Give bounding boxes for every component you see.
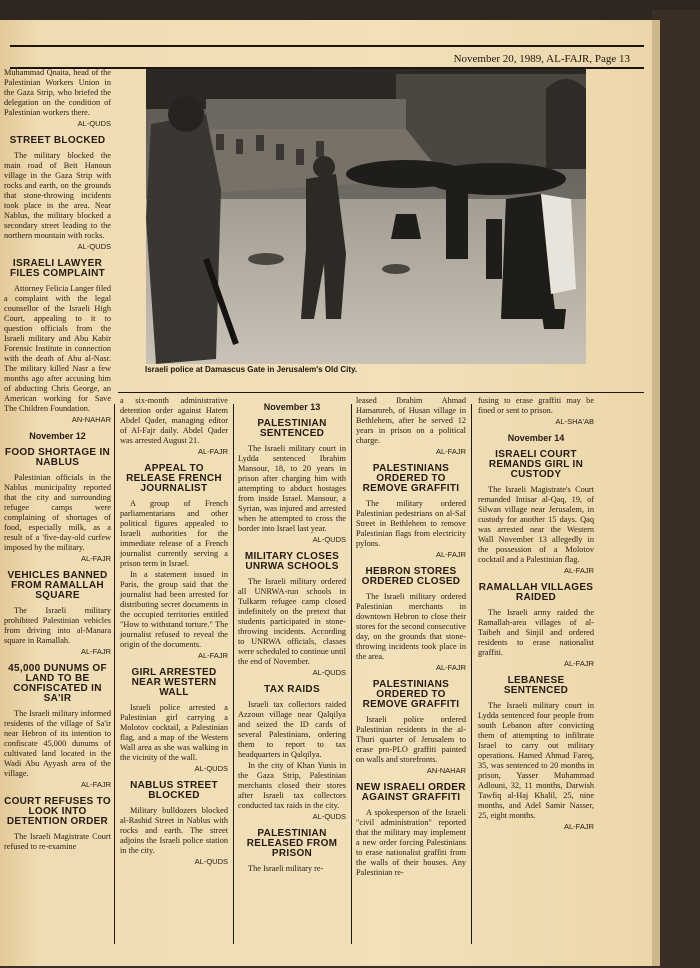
article-headline: GIRL ARRESTED NEAR WESTERN WALL (131, 667, 217, 698)
article-source: AL-FAJR (197, 447, 228, 456)
article-text: leased Ibrahim Ahmad Hamamreh, of Husan village in Bethlehem, after he served 12 years in prison on a political charge. (356, 396, 466, 445)
article-text: The Israeli Magistrate Court refused to re-examine (4, 832, 111, 851)
column-4 (356, 396, 466, 879)
article-text: fusing to erase graffiti may be fined or sent to prison. (478, 396, 594, 415)
article-headline: VEHICLES BANNED FROM RAMALLAH SQUARE (7, 570, 108, 601)
article-source: AL-FAJR (197, 651, 228, 660)
article-headline: LEBANESE SENTENCED (503, 675, 569, 696)
article-source: AL-FAJR (563, 566, 594, 575)
article-text: In the city of Khan Yunis in the Gaza Strip, Palestinian merchants closed their stores after Israeli tax collectors conducted tax raids in the city. (238, 761, 346, 810)
article-text: The Israeli military court in Lydda sentenced four people from south Lebanon after convicting them of attempting to infiltrate Israel to carry out military operations. Hamed Ahmad Fareq, 35, was sentenced to 20 months in prison, Yasser Muhammad Adlouni, 32, 11 months, Darwish Tawfiq al-Haj Khalil, 25, nine months, and Adel Samir Nasser, 25, eight months. (478, 701, 594, 820)
column-5 (478, 396, 594, 835)
article-headline: 45,000 DUNUMS OF LAND TO BE CONFISCATED IN SA'IR (8, 663, 107, 704)
article-text: The Israeli military ordered Palestinian merchants in downtown Hebron to close their stores for the second consecutive day, on the grounds that stone-throwing incidents took place in the area. (356, 592, 466, 661)
article-text: Palestinian officials in the Nablus municipality reported that the city and surrounding refugee camps were complaining of shortages of food, especially milk, as a result of a 'five-day-old curfew imposed by the military. (4, 473, 111, 552)
photo-rule (118, 392, 644, 393)
article-source: AL-FAJR (563, 822, 594, 831)
article-source: AL-QUDS (194, 764, 228, 773)
date-heading: November 13 (263, 402, 321, 412)
article-headline: MILITARY CLOSES UNRWA SCHOOLS (244, 551, 340, 572)
article-headline: ISRAELI COURT REMANDS GIRL IN CUSTODY (488, 449, 584, 480)
article-source: AL-QUDS (312, 812, 346, 821)
article-headline: APPEAL TO RELEASE FRENCH JOURNALIST (126, 463, 222, 494)
article-headline: ISRAELI LAWYER FILES COMPLAINT (9, 258, 106, 279)
article-text: The Israeli military informed residents of the village of Sa'ir near Hebron of its intention to confiscate 45,000 dunums of cultivated land located in the Wadi Abu Ayyash area of the village. (4, 709, 111, 778)
page-edge (652, 20, 660, 966)
column-rule (114, 404, 115, 944)
news-photo (146, 69, 586, 364)
article-text: The Israeli military court in Lydda sentenced Ibrahim Mansour, 18, to 20 years in prison after charging him with attempting to abduct hostages from inside Israel. Mansour, a Syrian, was injured and arrested when he attempted to cross the border into Israel last year. (238, 444, 346, 533)
column-3 (238, 396, 346, 875)
article-source: AL-FAJR (435, 550, 466, 559)
article-headline: NEW ISRAELI ORDER AGAINST GRAFFITI (356, 782, 466, 803)
article-text: The Israeli Magistrate's Court remanded Intisar al-Qaq, 19, of Silwan village near Jerusalem, in custody for another 15 days. Qaq was arrested near the Western Wall November 13 allegedly in the possession of a Molotov cocktail and a Palestinian flag. (478, 485, 594, 564)
article-headline: HEBRON STORES ORDERED CLOSED (361, 566, 461, 587)
article-source: AL-FAJR (563, 659, 594, 668)
article-headline: PALESTINIANS ORDERED TO REMOVE GRAFFITI (362, 463, 460, 494)
column-2 (120, 396, 228, 870)
article-text: Israeli police arrested a Palestinian girl carrying a Molotov cocktail, a Palestinian flag, and a map of the Western Wall area as she was walking in the vicinity of the wall. (120, 703, 228, 762)
article-headline: COURT REFUSES TO LOOK INTO DETENTION ORDER (4, 796, 111, 827)
article-text: The military ordered Palestinian pedestrians on al-Saf Street in Bethlehem to remove Palestinian flags from electricity pylons. (356, 499, 466, 548)
article-text: Israeli police ordered Palestinian residents in the al-Thuri quarter of Jerusalem to erase pro-PLO graffiti painted on walls and storefronts. (356, 715, 466, 764)
article-text: The Israeli military re- (248, 864, 324, 873)
article-source: AL-QUDS (194, 857, 228, 866)
column-rule (351, 404, 352, 944)
article-text: The Israeli military prohibited Palestinian vehicles from driving into al-Manara square in Ramallah. (4, 606, 111, 645)
article-text: In a statement issued in Paris, the group said that the journalist had been arrested for distributing secret documents in the occupied territories entitled "How to withstand torture." The journalist refused to reveal the origin of the documents. (120, 570, 228, 649)
article-text: a six-month administrative detention order against Hatem Abdel Qader, managing editor of Al-Fajr daily. Abdel Qader was arrested August 21. (120, 396, 228, 445)
article-headline: RAMALLAH VILLAGES RAIDED (478, 582, 594, 603)
column-rule (233, 404, 234, 944)
article-text: Attorney Felicia Langer filed a complaint with the legal counsellor of the Israeli High Court, appealing to it to question officials from the Israeli military and Abu Kabir Forensic Institute in connection with the death of Abu al-Nasr. The military killed Nasr a few months ago after accusing him of abducting Chris George, an American working for Save The Children Foundation. (4, 284, 111, 413)
photo-caption: Israeli police at Damascus Gate in Jerusalem's Old City. (145, 365, 358, 374)
article-text: The military blocked the main road of Beit Hanoun village in the Gaza Strip with rocks and earth, on the grounds that stone-throwing incidents took place in the area. Near Nablus, the military blocked a secondary street leading to the northern mountain with rocks. (4, 151, 111, 240)
date-heading: November 12 (29, 431, 86, 441)
article-source: AN-NAHAR (71, 415, 111, 424)
article-source: AL-QUDS (77, 119, 111, 128)
article-source: AL-FAJR (435, 663, 466, 672)
article-headline: PALESTINIANS ORDERED TO REMOVE GRAFFITI (362, 679, 460, 710)
article-source: AL-QUDS (312, 668, 346, 677)
article-text: A group of French parliamentarians and other political figures appealed to Israeli authorities for the immediate release of a French journalist currently serving a prison term in Israel. (120, 499, 228, 568)
article-text: The Israeli army raided the Ramallah-area villages of al-Taibeh and Sinjil and ordered residents to erase nationalist graffiti. (478, 608, 594, 657)
article-source: AL-FAJR (80, 780, 111, 789)
article-headline: FOOD SHORTAGE IN NABLUS (4, 447, 111, 468)
column-rule (471, 404, 472, 944)
article-source: AL-FAJR (80, 647, 111, 656)
article-text: The Israeli military ordered all UNRWA-run schools in Tulkarm refugee camp closed indefinitely on the pretext that students participated in stone-throwing incidents. According to UNRWA officials, classes were scheduled to continue until the end of November. (238, 577, 346, 666)
running-head: November 20, 1989, AL-FAJR, Page 13 (453, 53, 630, 65)
article-headline: STREET BLOCKED (9, 135, 106, 146)
newspaper-page (0, 20, 652, 966)
article-source: AL-FAJR (435, 447, 466, 456)
top-rule (10, 45, 644, 47)
article-text: Muhammad Qnaita, head of the Palestinian Workers Union in the Gaza Strip, who briefed the delegation on the condition of Palestinian workers there. (4, 68, 111, 117)
article-headline: PALESTINIAN RELEASED FROM PRISON (246, 828, 338, 859)
date-heading: November 14 (507, 433, 565, 443)
article-source: AL-QUDS (312, 535, 346, 544)
photo-illustration (146, 69, 586, 364)
article-headline: TAX RAIDS (264, 684, 320, 695)
article-source: AL-SHA'AB (555, 417, 594, 426)
article-text: A spokesperson of the Israeli "civil administration" reported that the military may implement a new order forcing Palestinians to erase nationalist graffiti from the walls of their houses. Any Palestinian re- (356, 808, 466, 877)
article-source: AL-QUDS (77, 242, 111, 251)
article-source: AN-NAHAR (426, 766, 466, 775)
column-1 (4, 68, 111, 853)
article-source: AL-FAJR (80, 554, 111, 563)
article-headline: PALESTINIAN SENTENCED (257, 418, 327, 439)
article-text: Israeli tax collectors raided Azzoun village near Qalqilya and seized the ID cards of several Palestinians, ordering them to report to tax headquarters in Qalqilya. (238, 700, 346, 759)
article-text: Military bulldozers blocked al-Rashid Street in Nablus with rocks and earth. The street adjoins the Israeli police station in the city. (120, 806, 228, 855)
article-headline: NABLUS STREET BLOCKED (130, 780, 218, 801)
